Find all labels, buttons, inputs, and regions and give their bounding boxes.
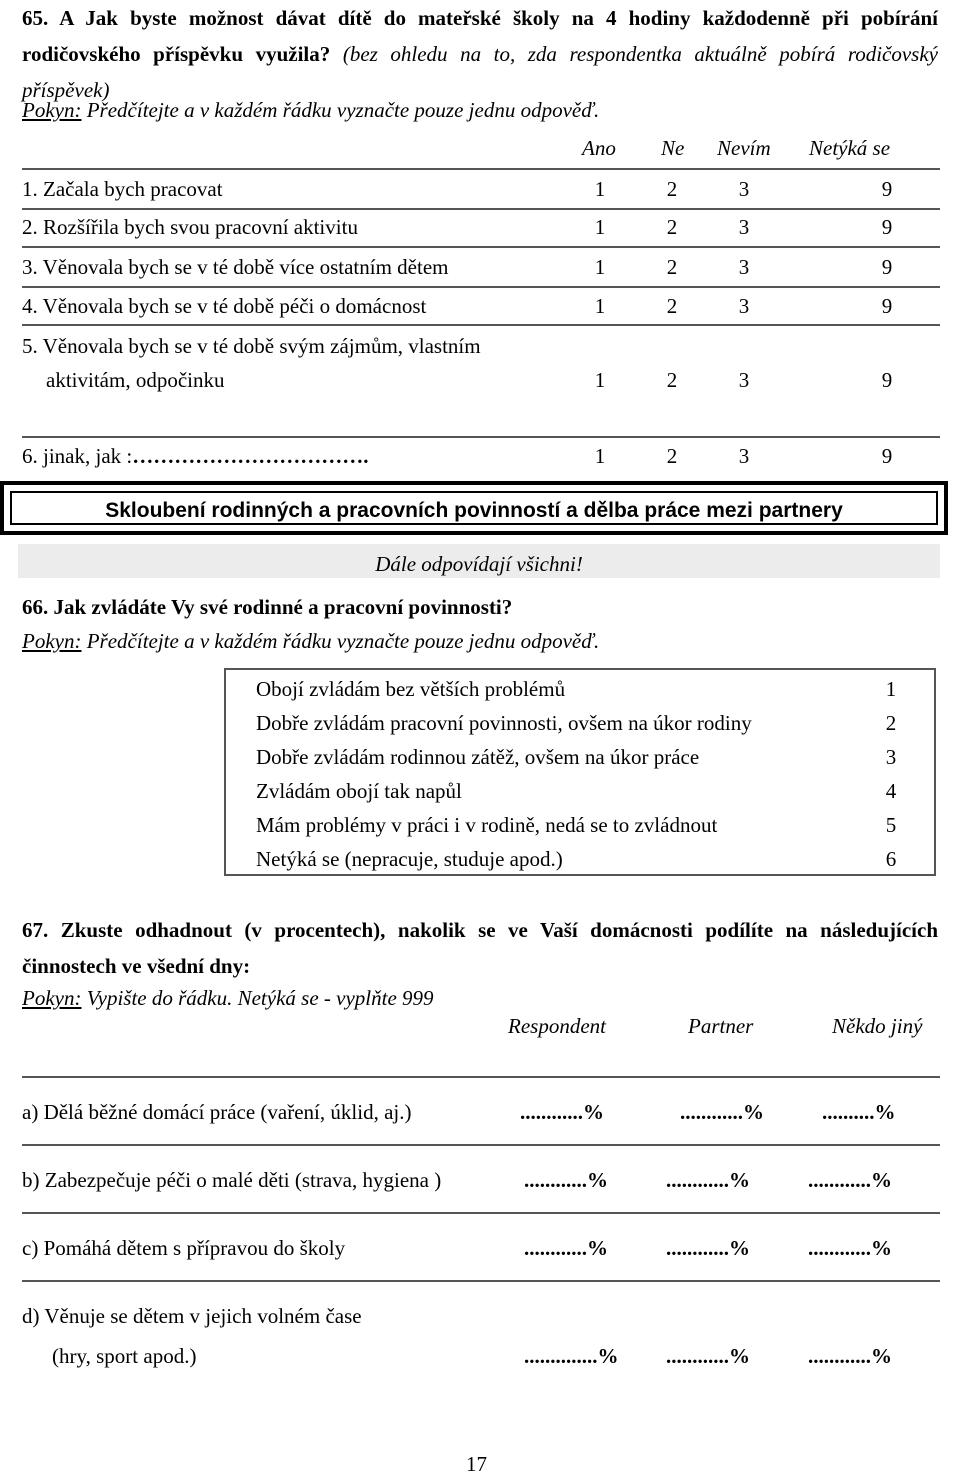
q67-question (22, 912, 938, 984)
q65-option[interactable]: 9 (881, 255, 893, 279)
q66-instruction (22, 624, 599, 658)
q67-instruction (22, 986, 434, 1011)
q65-row-label: 4. Věnovala bych se v té době péči o domácnost (22, 294, 427, 318)
q65-col-ne: Ne (661, 136, 685, 160)
q67-row-c-respondent[interactable]: ............% (524, 1236, 608, 1260)
q65-row-2 (22, 208, 940, 248)
q67-col-respondent: Respondent (508, 1014, 606, 1038)
q66-option-label: Zvládám obojí tak napůl (256, 779, 462, 803)
q67-row-b-other[interactable]: ............% (808, 1168, 892, 1192)
q65-option[interactable]: 3 (738, 444, 750, 468)
q67-row-d-other[interactable]: ............% (808, 1344, 892, 1368)
q67-row-d-label-cont: (hry, sport apod.) (52, 1344, 197, 1368)
q65-col-nevim: Nevím (717, 136, 771, 160)
q65-option[interactable]: 3 (738, 368, 750, 392)
q65-note: (bez ohledu na to, zda respondentka aktuálně pobírá rodičovský příspěvek) (22, 42, 938, 102)
q65-option[interactable]: 2 (666, 215, 678, 239)
q65-other-input[interactable]: ……………………………. (132, 444, 369, 468)
q67-row-b-respondent[interactable]: ............% (524, 1168, 608, 1192)
section-subtitle: Dále odpovídají všichni! (18, 544, 940, 578)
q67-instruction-label: Pokyn: (22, 986, 82, 1010)
q65-option[interactable]: 2 (666, 294, 678, 318)
q66-title: 66. Jak zvládáte Vy své rodinné a pracovní povinnosti? (22, 595, 513, 619)
q65-row-label-cont: aktivitám, odpočinku (46, 368, 225, 392)
q65-option[interactable]: 2 (666, 368, 678, 392)
q65-option[interactable]: 1 (594, 215, 606, 239)
q65-question (22, 0, 938, 108)
q65-row-4 (22, 288, 940, 326)
q66-option-label: Dobře zvládám rodinnou zátěž, ovšem na úkor práce (256, 745, 700, 769)
q65-option[interactable]: 9 (881, 294, 893, 318)
q65-option[interactable]: 9 (881, 215, 893, 239)
q65-instruction-label: Pokyn: (22, 98, 82, 122)
q67-row-d-label: d) Věnuje se dětem v jejich volném čase (22, 1304, 362, 1328)
q65-option[interactable]: 2 (666, 444, 678, 468)
q67-row-c-other[interactable]: ............% (808, 1236, 892, 1260)
q65-option[interactable]: 3 (738, 255, 750, 279)
q65-option[interactable]: 1 (594, 368, 606, 392)
q66-option-code[interactable]: 6 (885, 847, 897, 871)
q66-option-code[interactable]: 4 (885, 779, 897, 803)
q67-row-d-respondent[interactable]: ..............% (524, 1344, 619, 1368)
q67-row-c-label: c) Pomáhá dětem s přípravou do školy (22, 1236, 346, 1260)
q66-option-label: Obojí zvládám bez větších problémů (256, 677, 566, 701)
q66-option-label: Mám problémy v práci i v rodině, nedá se to zvládnout (256, 813, 718, 837)
q65-row-label: 2. Rozšířila bych svou pracovní aktivitu (22, 215, 358, 239)
q65-row-label: 3. Věnovala bych se v té době více ostatním dětem (22, 255, 449, 279)
q67-row-d-partner[interactable]: ............% (666, 1344, 750, 1368)
q65-option[interactable]: 9 (881, 444, 893, 468)
q67-row-a-other[interactable]: ..........% (822, 1100, 896, 1124)
q66-option-code[interactable]: 3 (885, 745, 897, 769)
q65-row-label: 5. Věnovala bych se v té době svým zájmům, vlastním (22, 334, 481, 358)
q65-option[interactable]: 9 (881, 368, 893, 392)
q65-option[interactable]: 3 (738, 215, 750, 239)
q65-option[interactable]: 2 (666, 255, 678, 279)
q66-option-label: Netýká se (nepracuje, studuje apod.) (256, 847, 563, 871)
q65-option[interactable]: 1 (594, 255, 606, 279)
q65-row-1 (22, 168, 940, 210)
q65-col-netyka: Netýká se (809, 136, 891, 160)
q65-option[interactable]: 3 (738, 177, 750, 201)
q67-col-other: Někdo jiný (832, 1014, 923, 1038)
q67-row-c-partner[interactable]: ............% (666, 1236, 750, 1260)
q65-row-5 (22, 326, 940, 438)
q66-option-label: Dobře zvládám pracovní povinnosti, ovšem na úkor rodiny (256, 711, 752, 735)
q65-option[interactable]: 9 (881, 177, 893, 201)
q67-row-divider (22, 1280, 940, 1282)
page-number: 17 (466, 1452, 487, 1476)
q67-number: 67. (22, 918, 49, 942)
q65-instruction (22, 98, 599, 123)
q65-row-label (22, 438, 368, 474)
q67-row-divider (22, 1076, 940, 1078)
q65-instruction-text: Předčítejte a v každém řádku vyznačte pouze jednu odpověď. (81, 98, 600, 122)
q65-option[interactable]: 1 (594, 177, 606, 201)
q67-instruction-text: Vypište do řádku. Netýká se - vyplňte 999 (81, 986, 434, 1010)
q66-option-code[interactable]: 1 (885, 677, 897, 701)
q67-title: Zkuste odhadnout (v procentech), nakolik se ve Vaší domácnosti podílíte na následujících činnostech ve všední dny: (22, 918, 938, 978)
q65-col-ano: Ano (582, 136, 616, 160)
q67-row-a-partner[interactable]: ............% (680, 1100, 764, 1124)
q65-option[interactable]: 1 (594, 294, 606, 318)
q67-row-a-respondent[interactable]: ............% (520, 1100, 604, 1124)
q65-option[interactable]: 2 (666, 177, 678, 201)
q67-col-partner: Partner (688, 1014, 754, 1038)
q66-options-box (224, 668, 936, 876)
q67-row-divider (22, 1144, 940, 1146)
q65-option[interactable]: 3 (738, 294, 750, 318)
q65-row-label: 1. Začala bych pracovat (22, 177, 223, 201)
section-header-box (0, 481, 948, 535)
q66-option-code[interactable]: 5 (885, 813, 897, 837)
q65-title: 65. A Jak byste možnost dávat dítě do mateřské školy na 4 hodiny každodenně při pobírání rodičovského příspěvku využila? (22, 6, 938, 66)
q67-row-a-label: a) Dělá běžné domácí práce (vaření, úklid, aj.) (22, 1100, 412, 1124)
section-title: Skloubení rodinných a pracovních povinností a dělba práce mezi partnery (10, 491, 938, 525)
q67-row-b-partner[interactable]: ............% (666, 1168, 750, 1192)
q65-row-3 (22, 248, 940, 288)
q65-option[interactable]: 1 (594, 444, 606, 468)
q66-instruction-text: Předčítejte a v každém řádku vyznačte pouze jednu odpověď. (81, 629, 600, 653)
q65-other-label: 6. jinak, jak : (22, 444, 133, 468)
q67-row-b-label: b) Zabezpečuje péči o malé děti (strava, hygiena ) (22, 1168, 442, 1192)
q66-instruction-label: Pokyn: (22, 629, 82, 653)
q65-row-6 (22, 438, 940, 474)
q67-row-divider (22, 1212, 940, 1214)
q66-option-code[interactable]: 2 (885, 711, 897, 735)
